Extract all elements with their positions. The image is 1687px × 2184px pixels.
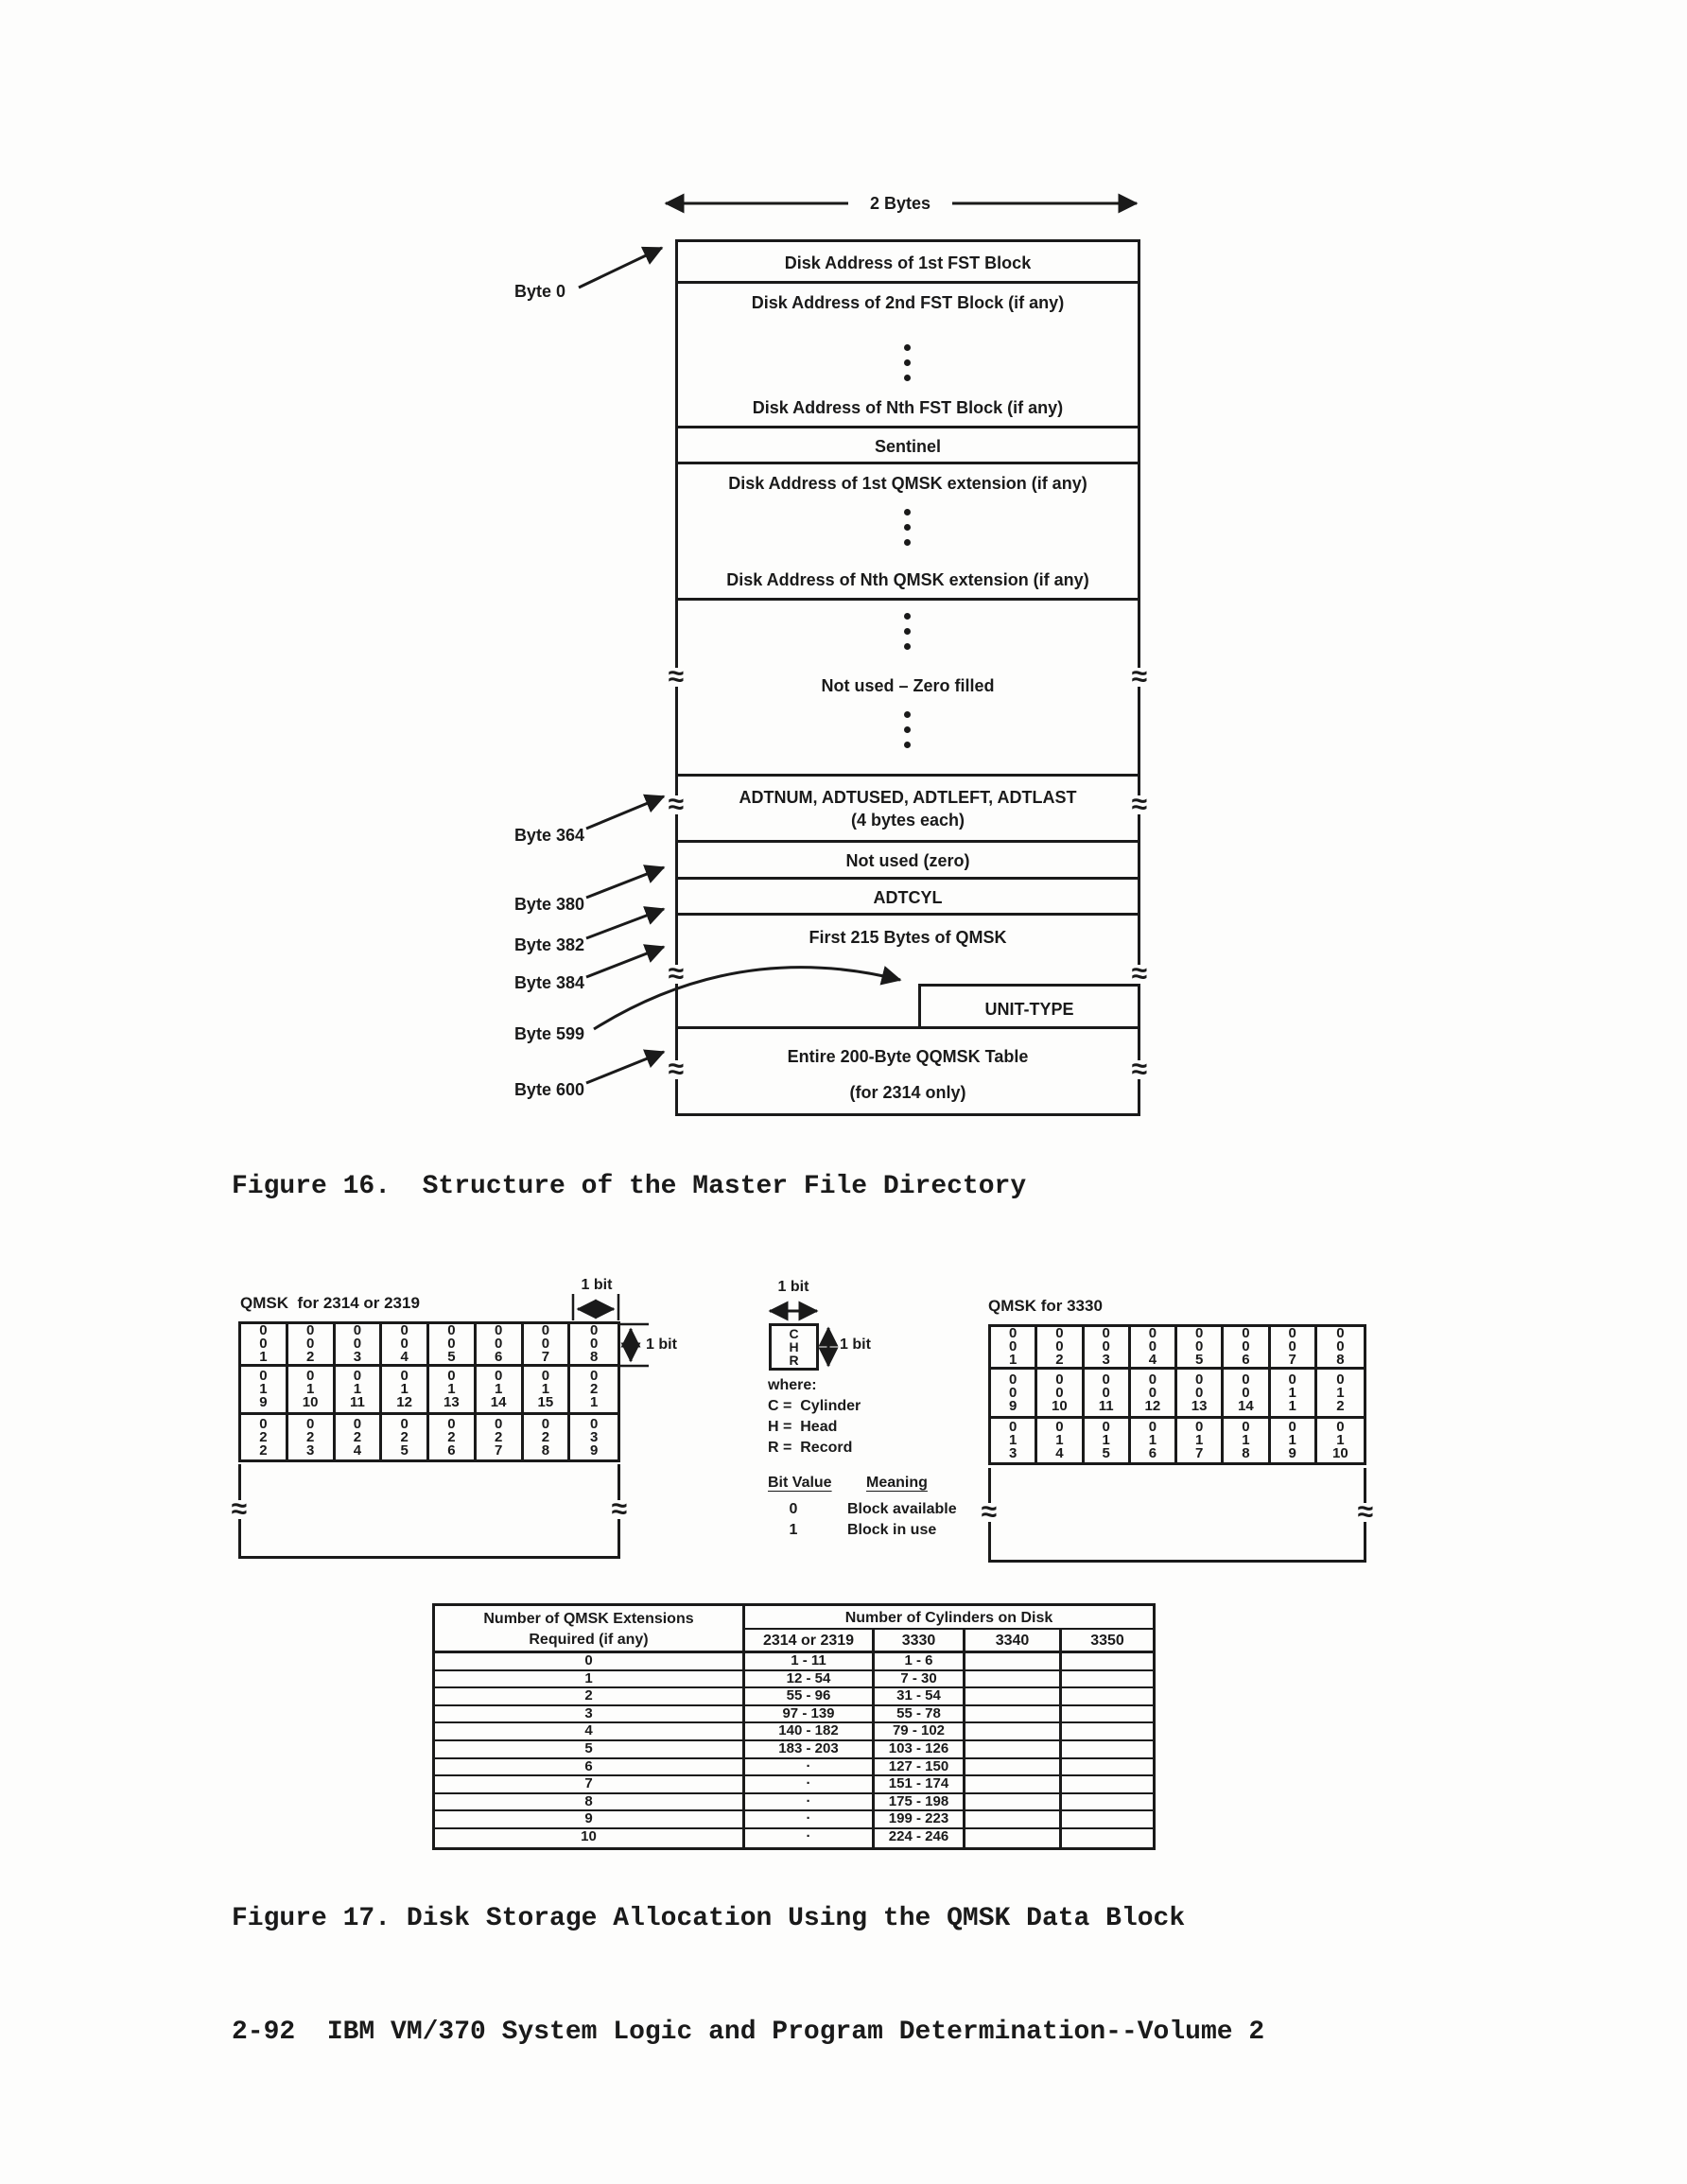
legend-definition: R = Record <box>768 1440 853 1456</box>
qmsk-bit-cell: 0 2 4 <box>336 1415 383 1459</box>
border-break-mark: ≈ <box>668 661 685 692</box>
table-cell-extensions: 0 <box>435 1653 745 1669</box>
table-cell-extensions: 7 <box>435 1776 745 1792</box>
qmsk-extensions-table-row <box>435 1811 1153 1829</box>
qmsk-extensions-table-row <box>435 1671 1153 1689</box>
bit-width-label: 1 bit <box>777 1279 809 1295</box>
byte-384-arrow <box>586 947 664 977</box>
table-cell-d3350 <box>1062 1741 1153 1757</box>
disk-type-header: 3330 <box>875 1630 965 1653</box>
qmsk-bit-cell: 0 0 12 <box>1131 1370 1177 1419</box>
qmsk-bit-cell: 0 1 5 <box>1085 1419 1131 1462</box>
byte-0-arrow <box>579 248 662 288</box>
cylinders-span-header: Number of Cylinders on Disk <box>745 1606 1153 1630</box>
qmsk-bit-cell: 0 2 6 <box>429 1415 477 1459</box>
table-cell-extensions: 4 <box>435 1723 745 1739</box>
qmsk-bit-cell: 0 0 8 <box>1317 1327 1364 1370</box>
qmsk-bit-cell: 0 1 11 <box>336 1367 383 1415</box>
vertical-ellipsis-icon <box>904 711 911 718</box>
bit-value-cell: 1 <box>789 1522 798 1538</box>
table-cell-extensions: 6 <box>435 1759 745 1775</box>
qmsk-3330-title: QMSK for 3330 <box>988 1297 1103 1315</box>
qmsk-bit-cell: 0 0 4 <box>1131 1327 1177 1370</box>
mfd-row-label: (for 2314 only) <box>849 1083 966 1102</box>
disk-type-header: 2314 or 2319 <box>745 1630 875 1653</box>
bit-width-label: 1 bit <box>581 1277 613 1293</box>
disk-type-header: 3340 <box>965 1630 1062 1653</box>
table-cell-extensions: 5 <box>435 1741 745 1757</box>
table-cell-d3330: 199 - 223 <box>875 1811 965 1827</box>
table-cell-d2314: · <box>745 1776 875 1792</box>
table-cell-extensions: 3 <box>435 1706 745 1722</box>
table-cell-d2314: 55 - 96 <box>745 1688 875 1704</box>
qmsk-bit-cell: 0 1 10 <box>288 1367 336 1415</box>
qmsk-bit-cell: 0 0 8 <box>570 1324 617 1367</box>
qmsk-bit-cell: 0 0 5 <box>1177 1327 1224 1370</box>
mfd-row-label: Sentinel <box>874 437 941 456</box>
qmsk-bit-cell: 0 0 6 <box>477 1324 524 1367</box>
mfd-row-label: Disk Address of Nth QMSK extension (if any) <box>726 570 1089 589</box>
table-cell-d3340 <box>965 1741 1062 1757</box>
qmsk-bit-cell: 0 2 2 <box>241 1415 288 1459</box>
border-break-mark: ≈ <box>1131 789 1148 820</box>
qmsk-bit-cell: 0 2 7 <box>477 1415 524 1459</box>
figure16-caption: Figure 16. Structure of the Master File Directory <box>232 1172 1027 1201</box>
table-cell-d3340 <box>965 1759 1062 1775</box>
border-break-mark: ≈ <box>1357 1496 1374 1528</box>
table-cell-d3340 <box>965 1829 1062 1847</box>
qmsk-bit-cell: 0 1 6 <box>1131 1419 1177 1462</box>
table-cell-d3350 <box>1062 1688 1153 1704</box>
vertical-ellipsis-icon <box>904 613 911 620</box>
qmsk-extensions-table-row <box>435 1759 1153 1777</box>
bit-meaning-cell: Block available <box>847 1501 957 1517</box>
qmsk-extensions-table-row <box>435 1653 1153 1671</box>
qmsk-bit-cell: 0 1 1 <box>1271 1370 1317 1419</box>
table-cell-d2314: 12 - 54 <box>745 1671 875 1687</box>
mfd-row-label: First 215 Bytes of QMSK <box>809 928 1007 947</box>
byte-364-arrow <box>586 796 664 829</box>
table-cell-d3340 <box>965 1811 1062 1827</box>
qmsk-bit-cell: 0 0 9 <box>991 1370 1037 1419</box>
byte-offset-label: Byte 600 <box>513 1080 584 1099</box>
table-cell-extensions: 9 <box>435 1811 745 1827</box>
qmsk-2314-grid <box>238 1321 620 1462</box>
table-cell-d3330: 7 - 30 <box>875 1671 965 1687</box>
qmsk-bit-cell: 0 2 5 <box>382 1415 429 1459</box>
qmsk-bit-cell: 0 0 2 <box>1037 1327 1084 1370</box>
table-cell-d3330: 224 - 246 <box>875 1829 965 1847</box>
byte-382-arrow <box>586 909 664 938</box>
border-break-mark: ≈ <box>981 1496 998 1528</box>
qmsk-bit-cell: 0 1 9 <box>241 1367 288 1415</box>
extensions-header-line: Required (if any) <box>529 1632 649 1648</box>
chr-line: R <box>789 1353 799 1368</box>
two-bytes-width-label: 2 Bytes <box>848 193 952 214</box>
qmsk-bit-cell: 0 1 9 <box>1271 1419 1317 1462</box>
qmsk-2314-continuation <box>238 1464 620 1559</box>
mfd-row-adt-fields <box>678 777 1138 843</box>
mfd-row-not-used-zero-filled <box>678 601 1138 777</box>
qmsk-bit-cell: 0 0 11 <box>1085 1370 1131 1419</box>
qmsk-bit-cell: 0 2 8 <box>524 1415 571 1459</box>
qmsk-extensions-table-row <box>435 1776 1153 1794</box>
qmsk-bit-cell: 0 0 7 <box>1271 1327 1317 1370</box>
qmsk-bit-cell: 0 2 1 <box>570 1367 617 1415</box>
qmsk-bit-cell: 0 0 3 <box>336 1324 383 1367</box>
legend-definition: C = Cylinder <box>768 1398 861 1414</box>
qmsk-bit-cell: 0 2 3 <box>288 1415 336 1459</box>
table-cell-d3340 <box>965 1653 1062 1669</box>
byte-offset-label: Byte 0 <box>513 282 565 301</box>
mfd-row-label: Entire 200-Byte QQMSK Table <box>787 1047 1029 1066</box>
table-cell-d2314: 183 - 203 <box>745 1741 875 1757</box>
table-cell-d3340 <box>965 1671 1062 1687</box>
table-cell-d3350 <box>1062 1759 1153 1775</box>
table-cell-d3350 <box>1062 1723 1153 1739</box>
byte-offset-label: Byte 599 <box>513 1024 584 1043</box>
qmsk-bit-cell: 0 0 2 <box>288 1324 336 1367</box>
mfd-row-label: (4 bytes each) <box>850 811 965 830</box>
qmsk-bit-cell: 0 0 14 <box>1224 1370 1270 1419</box>
qmsk-extensions-table-row <box>435 1794 1153 1812</box>
disk-type-header: 3350 <box>1090 1633 1124 1649</box>
table-cell-d3330: 175 - 198 <box>875 1794 965 1810</box>
bit-value-header: Bit Value <box>768 1475 832 1491</box>
figure17-caption: Figure 17. Disk Storage Allocation Using the QMSK Data Block <box>232 1904 1186 1933</box>
qmsk-extensions-table-row <box>435 1741 1153 1759</box>
table-cell-d3330: 103 - 126 <box>875 1741 965 1757</box>
table-cell-extensions: 2 <box>435 1688 745 1704</box>
qmsk-bit-cell: 0 1 14 <box>477 1367 524 1415</box>
table-cell-d3330: 127 - 150 <box>875 1759 965 1775</box>
qmsk-extensions-table-row <box>435 1706 1153 1724</box>
qmsk-bit-cell: 0 3 9 <box>589 1415 599 1459</box>
qmsk-extensions-table <box>432 1603 1156 1850</box>
byte-offset-label: Byte 384 <box>513 973 584 992</box>
qmsk-bit-cell: 0 1 13 <box>429 1367 477 1415</box>
border-break-mark: ≈ <box>668 1054 685 1085</box>
mfd-row-qqmsk-table <box>678 1029 1138 1119</box>
table-cell-d3340 <box>965 1794 1062 1810</box>
meaning-header: Meaning <box>866 1475 928 1491</box>
qmsk-bit-cell: 0 0 4 <box>382 1324 429 1367</box>
bit-value-cell: 0 <box>789 1501 798 1517</box>
table-cell-extensions: 10 <box>435 1829 745 1847</box>
qmsk-3330-grid <box>988 1324 1366 1465</box>
table-cell-d3330: 151 - 174 <box>875 1776 965 1792</box>
table-cell-d2314: · <box>745 1759 875 1775</box>
table-cell-d3350 <box>1062 1706 1153 1722</box>
byte-offset-label: Byte 364 <box>513 826 584 845</box>
table-cell-d3350 <box>1062 1671 1153 1687</box>
table-cell-d3340 <box>965 1688 1062 1704</box>
table-cell-extensions: 8 <box>435 1794 745 1810</box>
qmsk-extensions-table-body <box>435 1653 1153 1847</box>
table-cell-d3330: 1 - 6 <box>875 1653 965 1669</box>
table-cell-d3330: 55 - 78 <box>875 1706 965 1722</box>
qmsk-bit-cell: 0 1 8 <box>1224 1419 1270 1462</box>
qmsk-bit-cell: 0 0 7 <box>524 1324 571 1367</box>
qmsk-3330-continuation <box>988 1468 1366 1563</box>
qmsk-bit-cell: 0 1 3 <box>991 1419 1037 1462</box>
qmsk-bit-cell: 0 1 10 <box>1332 1419 1348 1461</box>
table-cell-d3350 <box>1062 1776 1153 1792</box>
mfd-row-sentinel <box>678 428 1138 464</box>
table-cell-d2314: 140 - 182 <box>745 1723 875 1739</box>
mfd-row-not-used-zero <box>678 843 1138 880</box>
table-cell-d2314: 97 - 139 <box>745 1706 875 1722</box>
qmsk-bit-cell: 0 0 1 <box>241 1324 288 1367</box>
mfd-row-label: Disk Address of 2nd FST Block (if any) <box>751 293 1065 312</box>
extensions-column-header <box>435 1606 745 1653</box>
bit-height-label: 1 bit <box>840 1337 871 1353</box>
table-cell-d2314: 1 - 11 <box>745 1653 875 1669</box>
mfd-row-label: ADTNUM, ADTUSED, ADTLEFT, ADTLAST <box>739 788 1077 807</box>
legend-definition: H = Head <box>768 1419 838 1435</box>
qmsk-bit-cell: 0 1 7 <box>1177 1419 1224 1462</box>
border-break-mark: ≈ <box>668 958 685 989</box>
qmsk-2314-title: QMSK for 2314 or 2319 <box>240 1294 420 1312</box>
border-break-mark: ≈ <box>611 1494 628 1525</box>
border-break-mark: ≈ <box>231 1494 248 1525</box>
mfd-row-label: ADTCYL <box>873 888 943 907</box>
table-cell-d3330: 79 - 102 <box>875 1723 965 1739</box>
mfd-structure-table <box>675 239 1140 1116</box>
bit-meaning-cell: Block in use <box>847 1522 937 1538</box>
mfd-row-label: Not used – Zero filled <box>821 676 995 695</box>
mfd-row-adtcyl <box>678 880 1138 916</box>
byte-offset-label: Byte 382 <box>513 935 584 954</box>
vertical-ellipsis-icon <box>904 509 911 515</box>
qmsk-bit-cell: 0 0 5 <box>429 1324 477 1367</box>
legend-where-label: where: <box>768 1377 817 1393</box>
mfd-row-label: Disk Address of 1st FST Block <box>784 253 1032 272</box>
qmsk-bit-cell: 0 0 6 <box>1224 1327 1270 1370</box>
vertical-ellipsis-icon <box>904 344 911 351</box>
mfd-unit-type-box <box>918 984 1138 1029</box>
qmsk-bit-cell: 0 1 12 <box>382 1367 429 1415</box>
qmsk-bit-cell: 0 0 3 <box>1085 1327 1131 1370</box>
table-cell-d3330: 31 - 54 <box>875 1688 965 1704</box>
mfd-row-qmsk-ext-list <box>678 464 1138 601</box>
mfd-row-label: Disk Address of Nth FST Block (if any) <box>752 398 1064 417</box>
bit-height-label: 1 bit <box>646 1337 677 1353</box>
mfd-row-label: Not used (zero) <box>845 851 970 870</box>
qmsk-bit-cell: 0 0 13 <box>1177 1370 1224 1419</box>
chr-bit-box <box>769 1323 819 1371</box>
table-cell-d3340 <box>965 1706 1062 1722</box>
qmsk-bit-cell: 0 1 2 <box>1317 1370 1364 1419</box>
mfd-row-label: Disk Address of 1st QMSK extension (if any) <box>728 474 1087 493</box>
table-cell-d3340 <box>965 1723 1062 1739</box>
border-break-mark: ≈ <box>668 789 685 820</box>
byte-380-arrow <box>586 867 664 898</box>
table-cell-d2314: · <box>745 1794 875 1810</box>
chr-line: C <box>789 1326 799 1341</box>
border-break-mark: ≈ <box>1131 661 1148 692</box>
extensions-header-line: Number of QMSK Extensions <box>483 1611 694 1627</box>
byte-600-arrow <box>586 1052 664 1083</box>
table-cell-d3350 <box>1062 1829 1153 1847</box>
table-cell-d3350 <box>1062 1811 1153 1827</box>
border-break-mark: ≈ <box>1131 958 1148 989</box>
chr-line: H <box>789 1339 799 1354</box>
mfd-row-fst1 <box>678 242 1138 284</box>
table-cell-d3350 <box>1062 1794 1153 1810</box>
table-cell-extensions: 1 <box>435 1671 745 1687</box>
qmsk-bit-cell: 0 0 1 <box>991 1327 1037 1370</box>
qmsk-bit-cell: 0 1 4 <box>1037 1419 1084 1462</box>
mfd-row-label: UNIT-TYPE <box>984 1000 1074 1019</box>
table-cell-d2314: · <box>745 1829 875 1847</box>
qmsk-extensions-table-row <box>435 1723 1153 1741</box>
border-break-mark: ≈ <box>1131 1054 1148 1085</box>
page-footer: 2-92 IBM VM/370 System Logic and Program Determination--Volume 2 <box>232 2018 1265 2047</box>
table-cell-d3340 <box>965 1776 1062 1792</box>
qmsk-extensions-table-row <box>435 1688 1153 1706</box>
qmsk-bit-cell: 0 0 10 <box>1037 1370 1084 1419</box>
mfd-row-fst-list <box>678 284 1138 428</box>
table-cell-d3350 <box>1062 1653 1153 1669</box>
qmsk-extensions-table-row <box>435 1829 1153 1847</box>
mfd-row-first-215-qmsk <box>678 916 1138 1029</box>
byte-offset-label: Byte 380 <box>513 895 584 914</box>
table-cell-d2314: · <box>745 1811 875 1827</box>
qmsk-extensions-table-header <box>435 1606 1153 1653</box>
qmsk-bit-cell: 0 1 15 <box>524 1367 571 1415</box>
